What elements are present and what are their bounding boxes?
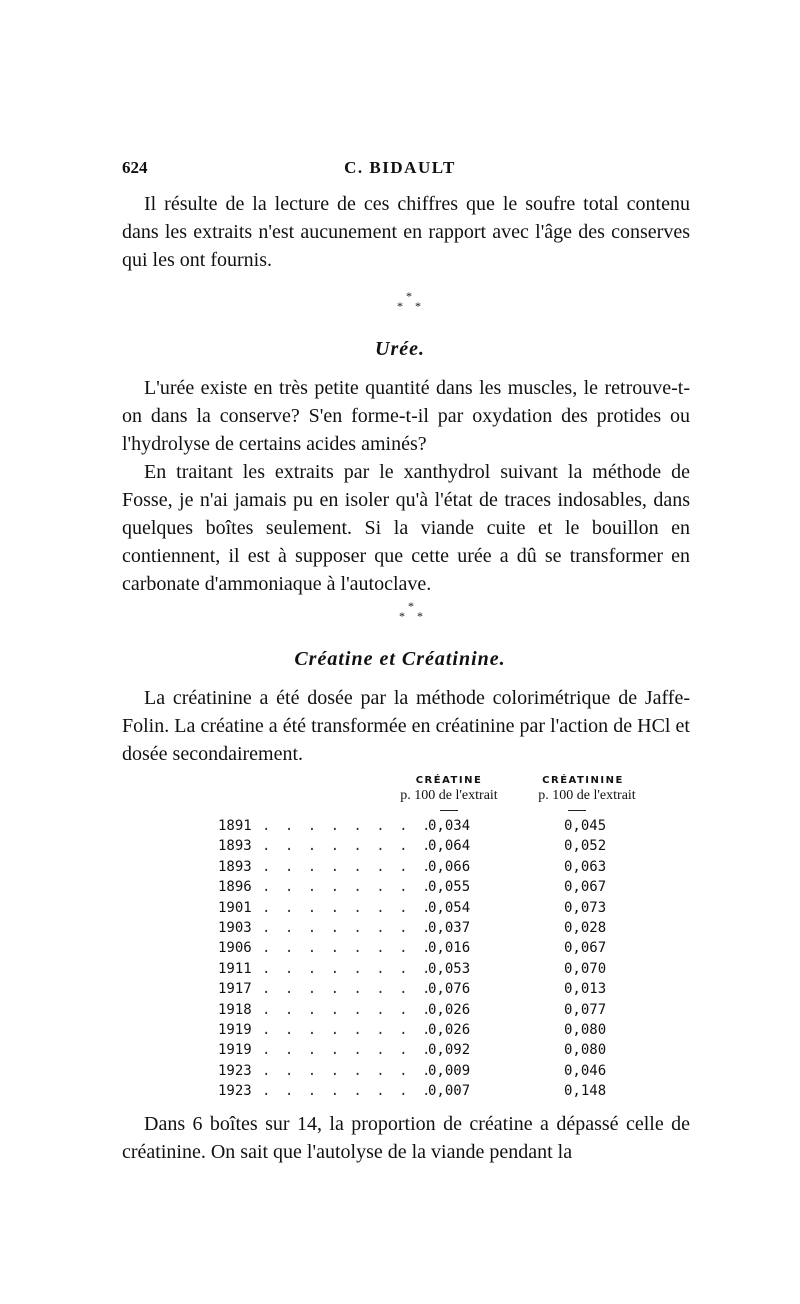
- creatinine-cell: 0,067: [564, 879, 607, 896]
- leader-dots: . . . . . . . .: [262, 1001, 434, 1018]
- table-row: [218, 940, 658, 960]
- creatinine-cell: 0,028: [564, 919, 607, 936]
- year-cell: 1906: [218, 940, 252, 957]
- creatine-cell: 0,037: [428, 919, 471, 936]
- year-cell: 1918: [218, 1001, 252, 1018]
- creatine-cell: 0,026: [428, 1001, 471, 1018]
- year-cell: 1917: [218, 981, 252, 998]
- section-separator-stars: * * *: [397, 289, 421, 313]
- column-subheader-creatinine: p. 100 de l'extrait: [538, 788, 636, 803]
- creatinine-cell: 0,013: [564, 981, 607, 998]
- intro-paragraph: Il résulte de la lecture de ces chiffres que le soufre total contenu dans les extraits n'est aucunement en rapport avec l'âge des conserves qui les ont fournis.: [122, 193, 690, 271]
- creatine-cell: 0,053: [428, 960, 471, 977]
- table-row: [218, 838, 658, 858]
- table-row: [218, 879, 658, 899]
- leader-dots: . . . . . . . .: [262, 1083, 434, 1100]
- leader-dots: . . . . . . . .: [262, 960, 434, 977]
- column-header-creatinine: CRÉATININE: [542, 775, 624, 786]
- leader-dots: . . . . . . . .: [262, 818, 434, 834]
- table-row: [218, 1063, 658, 1083]
- creatinine-cell: 0,046: [564, 1062, 607, 1079]
- creatine-cell: 0,026: [428, 1021, 471, 1038]
- closing-paragraph: Dans 6 boîtes sur 14, la proportion de créatine a dépassé celle de créatinine. On sait que l'autolyse de la viande pendant la: [122, 1113, 690, 1163]
- table-row: [218, 961, 658, 981]
- table-row: [218, 859, 658, 879]
- year-cell: 1893: [218, 838, 252, 855]
- creatine-table: [218, 818, 658, 1103]
- creatine-cell: 0,016: [428, 940, 471, 957]
- year-cell: 1891: [218, 818, 252, 834]
- leader-dots: . . . . . . . .: [262, 1062, 434, 1079]
- year-cell: 1919: [218, 1021, 252, 1038]
- creatine-cell: 0,066: [428, 858, 471, 875]
- column-subheader-creatine: p. 100 de l'extrait: [400, 788, 498, 803]
- year-cell: 1901: [218, 899, 252, 916]
- uree-paragraph-2: En traitant les extraits par le xanthydrol suivant la méthode de Fosse, je n'ai jamais pu en isoler qu'à l'état de traces indosables, dans quelques boîtes seulement. Si la viande cuite et le bouillon en contiennent, il est à supposer que cette urée a dû se transformer en carbonate d'ammoniaque à l'autoclave.: [122, 461, 690, 595]
- creatine-cell: 0,092: [428, 1042, 471, 1059]
- year-cell: 1923: [218, 1062, 252, 1079]
- leader-dots: . . . . . . . .: [262, 879, 434, 896]
- creatine-cell: 0,009: [428, 1062, 471, 1079]
- table-row: [218, 1083, 658, 1103]
- leader-dots: . . . . . . . .: [262, 858, 434, 875]
- leader-dots: . . . . . . . .: [262, 899, 434, 916]
- creatinine-cell: 0,080: [564, 1021, 607, 1038]
- creatine-cell: 0,076: [428, 981, 471, 998]
- creatinine-cell: 0,070: [564, 960, 607, 977]
- year-cell: 1919: [218, 1042, 252, 1059]
- section-title-uree: Urée.: [375, 338, 425, 360]
- leader-dots: . . . . . . . .: [262, 981, 434, 998]
- table-row: [218, 1042, 658, 1062]
- table-row: [218, 1002, 658, 1022]
- column-header-creatine: CRÉATINE: [415, 775, 483, 786]
- uree-paragraph-1: L'urée existe en très petite quantité dans les muscles, le retrouve-t-on dans la conserve? S'en forme-t-il par oxydation des protides ou l'hydrolyse de certains acides aminés?: [122, 377, 690, 455]
- section-title-creatine: Créatine et Créatinine.: [294, 648, 506, 670]
- running-head: [120, 158, 680, 184]
- creatine-cell: 0,034: [428, 818, 471, 834]
- creatine-cell: 0,054: [428, 899, 471, 916]
- table-row: [218, 920, 658, 940]
- table-row: [218, 1022, 658, 1042]
- leader-dots: . . . . . . . .: [262, 838, 434, 855]
- year-cell: 1903: [218, 919, 252, 936]
- section-separator-stars: * * *: [399, 599, 423, 623]
- leader-dots: . . . . . . . .: [262, 919, 434, 936]
- creatinine-cell: 0,067: [564, 940, 607, 957]
- page-number: 624: [122, 158, 148, 177]
- year-cell: 1911: [218, 960, 252, 977]
- column-rule: [568, 810, 586, 811]
- creatine-cell: 0,007: [428, 1083, 471, 1100]
- creatinine-cell: 0,045: [564, 818, 607, 834]
- creatinine-cell: 0,052: [564, 838, 607, 855]
- creatinine-cell: 0,148: [564, 1083, 607, 1100]
- leader-dots: . . . . . . . .: [262, 1021, 434, 1038]
- table-row: [218, 981, 658, 1001]
- table-row: [218, 818, 658, 838]
- year-cell: 1893: [218, 858, 252, 875]
- year-cell: 1896: [218, 879, 252, 896]
- creatine-paragraph: La créatinine a été dosée par la méthode colorimétrique de Jaffe-Folin. La créatine a été transformée en créatinine par l'action de HCl et dosée secondairement.: [122, 687, 690, 765]
- leader-dots: . . . . . . . .: [262, 1042, 434, 1059]
- creatinine-cell: 0,063: [564, 858, 607, 875]
- creatinine-cell: 0,080: [564, 1042, 607, 1059]
- column-rule: [440, 810, 458, 811]
- year-cell: 1923: [218, 1083, 252, 1100]
- table-row: [218, 900, 658, 920]
- creatinine-cell: 0,073: [564, 899, 607, 916]
- creatine-cell: 0,055: [428, 879, 471, 896]
- creatine-cell: 0,064: [428, 838, 471, 855]
- leader-dots: . . . . . . . .: [262, 940, 434, 957]
- running-title: C. BIDAULT: [344, 158, 456, 177]
- creatinine-cell: 0,077: [564, 1001, 607, 1018]
